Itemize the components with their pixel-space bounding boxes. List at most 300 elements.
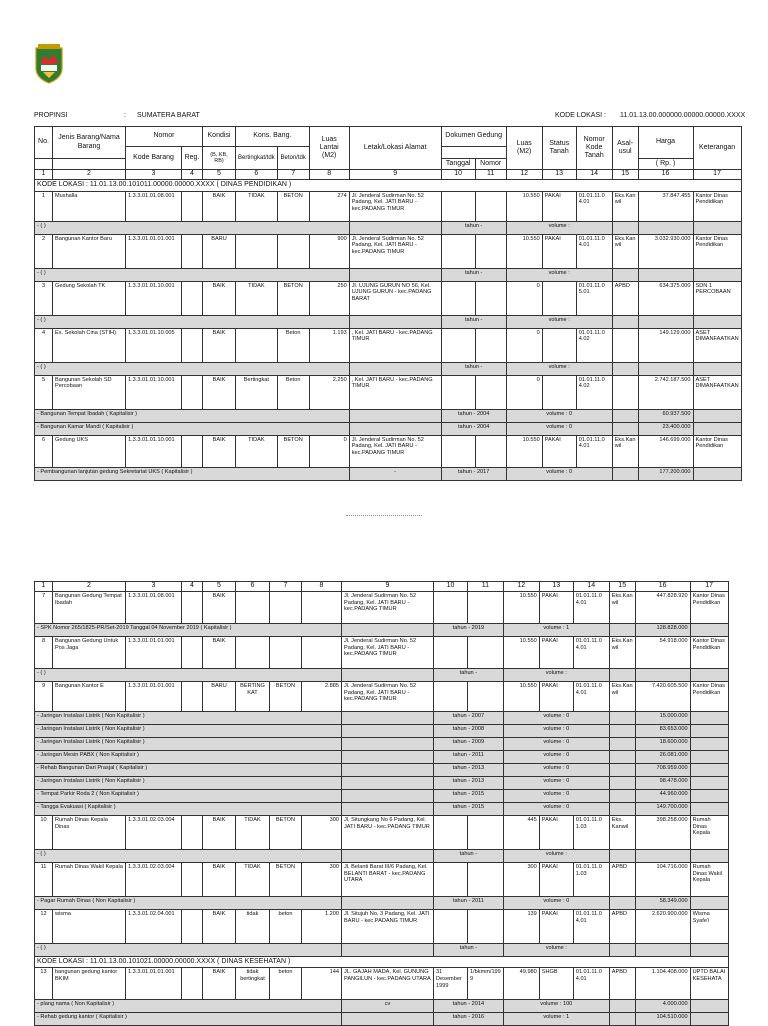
column-number: 16 <box>635 582 690 592</box>
column-number-row <box>35 582 729 592</box>
table-cell: BETON <box>270 682 302 712</box>
sub-row-blank <box>609 751 635 764</box>
sub-row <box>35 751 729 764</box>
table-cell: 01.01.11.0 4.01 <box>576 191 612 221</box>
table-cell: Jl. Jenderal Sudirman No. 52 Padang, Kel. JATI BARU - kec.PADANG TIMUR <box>349 234 441 268</box>
sub-row-tahun: tahun - 2007 <box>434 712 504 725</box>
table-cell: BAIK <box>203 328 236 362</box>
sub-row-mid <box>349 315 441 328</box>
table-cell: 01.01.11.0 4.01 <box>573 968 609 1000</box>
column-number: 4 <box>182 582 203 592</box>
sub-row-tahun: tahun - 2004 <box>441 422 506 435</box>
table-cell <box>475 328 506 362</box>
table-cell: , Kel. JATI BARU - kec.PADANG TIMUR <box>349 375 441 409</box>
table-cell: Ex. Sekolah Cina (STIH) <box>53 328 126 362</box>
table-cell: Jl. Jenderal Sudirman No. 52 Padang, Kel. JATI BARU - kec.PADANG TIMUR <box>342 637 434 669</box>
table-cell: 49.980 <box>503 968 539 1000</box>
sub-row-blank <box>690 751 728 764</box>
column-number: 13 <box>542 170 576 180</box>
sub-row-harga: 177.200.000 <box>638 467 693 480</box>
table-cell: Eks.Kan wil <box>612 234 638 268</box>
col-harga-header: Harga <box>638 127 693 159</box>
col-asal-header: Asal-usul <box>612 127 638 170</box>
sub-row-description: - ( ) <box>35 944 342 957</box>
sub-row-description: - Tempat Parkir Roda 2 ( Non Kapitalisir ) <box>35 790 342 803</box>
table-cell: Jl. Jenderal Sudirman No. 52 Padang, Kel. JATI BARU - kec.PADANG TIMUR <box>342 682 434 712</box>
table-cell: 01.01.11.0 4.01 <box>573 637 609 669</box>
table-cell <box>468 816 504 850</box>
column-number: 17 <box>693 170 741 180</box>
sub-row-description: - ( ) <box>35 850 342 863</box>
sub-row-description: - Bangunan Kamar Mandi ( Kapitalisir ) <box>35 422 350 435</box>
table-cell <box>236 592 270 624</box>
table-cell <box>441 234 475 268</box>
table-cell: 634.375.000 <box>638 281 693 315</box>
table-cell: 01.01.11.0 4.01 <box>573 682 609 712</box>
kode-lokasi-colon: : <box>604 112 606 119</box>
table-cell: APBD <box>609 968 635 1000</box>
table-row <box>35 191 742 221</box>
table-cell <box>182 682 203 712</box>
column-number: 3 <box>126 582 182 592</box>
sub-row-harga <box>638 221 693 234</box>
table-cell: 01.01.11.0 4.01 <box>573 910 609 944</box>
sub-row-description: - Jaringan Instalasi Listrik ( Non Kapitalisir ) <box>35 777 342 790</box>
sub-row-tahun: tahun - <box>441 221 506 234</box>
col-beton-header: Beton/tdk <box>277 147 309 170</box>
column-number: 2 <box>53 170 126 180</box>
table-cell <box>236 328 278 362</box>
col-bertingkat-header: Bertingkat/tdk <box>236 147 278 170</box>
column-number: 6 <box>236 582 270 592</box>
table-cell: 0 <box>506 375 542 409</box>
sub-row <box>35 897 729 910</box>
table-cell: 274 <box>309 191 349 221</box>
sub-row <box>35 944 729 957</box>
table-cell: TIDAK <box>236 435 278 467</box>
sub-row-harga: 26.081.000 <box>635 751 690 764</box>
table-cell <box>182 637 203 669</box>
sub-row <box>35 738 729 751</box>
table-cell: BAIK <box>203 968 236 1000</box>
column-number: 14 <box>573 582 609 592</box>
table-cell: 01.01.11.0 1.03 <box>573 863 609 897</box>
table-cell <box>302 592 342 624</box>
sub-row <box>35 1000 729 1013</box>
table-cell: Kantor Dinas Pendidikan <box>690 682 728 712</box>
table-cell: 2 <box>35 234 53 268</box>
sub-row-description: - Rehab Bangunan Dari Prasjal ( Kapitalisir ) <box>35 764 342 777</box>
sub-row-volume: volume : 0 <box>503 803 609 816</box>
sub-row-blank <box>612 362 638 375</box>
sub-row-harga: 44.960.000 <box>635 790 690 803</box>
table-cell: Eks.Kan wil <box>612 191 638 221</box>
table-cell <box>270 592 302 624</box>
sub-row-tahun: tahun - <box>441 362 506 375</box>
sub-row-blank <box>609 944 635 957</box>
table-cell: 1.193 <box>309 328 349 362</box>
table-cell: Bangunan Kantor Baru <box>53 234 126 268</box>
table-cell <box>475 191 506 221</box>
table-cell: 10.550 <box>503 592 539 624</box>
table-cell: 0 <box>506 328 542 362</box>
table-cell: BETON <box>277 435 309 467</box>
table-cell: 1.3.3.01.02.03.004 <box>126 816 182 850</box>
table-cell <box>468 592 504 624</box>
table-cell: Eks.Kan wil <box>609 592 635 624</box>
sub-row-blank <box>609 1000 635 1013</box>
sub-row-blank <box>690 764 728 777</box>
sub-row <box>35 221 742 234</box>
sub-row-tahun: tahun - <box>434 944 504 957</box>
table-cell <box>475 375 506 409</box>
table-cell: 1.200 <box>302 910 342 944</box>
sub-row-mid: cv <box>342 1000 434 1013</box>
sub-row-mid <box>349 409 441 422</box>
col-letak-header: Letak/Lokasi Alamat <box>349 127 441 170</box>
sub-row-blank <box>612 315 638 328</box>
sub-row-blank <box>693 268 741 281</box>
table-cell: TIDAK <box>236 191 278 221</box>
table-cell: BARU <box>203 682 236 712</box>
table-cell: Jl. UJUNG GURUN NO 56, Kel. UJUNG GURUN - kec.PADANG BARAT <box>349 281 441 315</box>
inventory-table-2 <box>34 581 729 1026</box>
col-kode-barang-header: Kode Barang <box>126 147 182 170</box>
sub-row-harga <box>638 362 693 375</box>
table-cell: 398.258.000 <box>635 816 690 850</box>
table-cell: Rumah Dinas Wakil Kepala <box>53 863 126 897</box>
sub-row-volume: volume : <box>503 669 609 682</box>
col-ket-header: Keterangan <box>693 127 741 170</box>
kode-lokasi-label: KODE LOKASI <box>555 112 603 119</box>
column-number: 5 <box>203 170 236 180</box>
sub-row-volume: volume : <box>506 362 612 375</box>
sub-row-description: - Tangga Evakuasi ( Kapitalisir ) <box>35 803 342 816</box>
sub-row-volume: volume : 0 <box>503 725 609 738</box>
table-cell: Jl. Belanti Barat III/6 Padang, Kel. BELANTI BARAT - kec.PADANG UTARA <box>342 863 434 897</box>
column-number: 12 <box>503 582 539 592</box>
table-cell: 1.3.3.01.02.03.004 <box>126 863 182 897</box>
sub-row-blank <box>690 738 728 751</box>
sub-row-harga: 4.000.000 <box>635 1000 690 1013</box>
table-row <box>35 637 729 669</box>
sub-row-harga: 18.600.000 <box>635 738 690 751</box>
table-cell: Gedung UKS <box>53 435 126 467</box>
sub-row-mid <box>342 764 434 777</box>
table-cell: ASET DIMANFAATKAN <box>693 375 741 409</box>
table-cell: 139 <box>503 910 539 944</box>
table-cell: 1.3.3.01.01.01.001 <box>126 234 182 268</box>
table-cell: tidak bertingkat <box>236 968 270 1000</box>
table-cell <box>182 234 203 268</box>
sub-row-volume: volume : 0 <box>506 422 612 435</box>
column-number: 6 <box>236 170 278 180</box>
table-cell <box>182 863 203 897</box>
sub-row-mid <box>342 850 434 863</box>
sub-row-blank <box>690 624 728 637</box>
sub-row-harga: 149.700.000 <box>635 803 690 816</box>
table-cell <box>236 637 270 669</box>
table-cell: Kantor Dinas Pendidikan <box>693 191 741 221</box>
table-cell: 01.01.11.0 4.01 <box>576 234 612 268</box>
sub-row-mid <box>342 777 434 790</box>
sub-row-harga: 98.478.000 <box>635 777 690 790</box>
table-cell: Bertingkat <box>236 375 278 409</box>
sub-row-blank <box>690 790 728 803</box>
sub-row-mid <box>349 221 441 234</box>
table-cell: TIDAK <box>236 863 270 897</box>
table-cell: 6 <box>35 435 53 467</box>
sub-row-mid <box>342 751 434 764</box>
sub-row-blank <box>612 467 638 480</box>
table-cell: Kantor Dinas Pendidikan <box>693 435 741 467</box>
table-row <box>35 435 742 467</box>
column-number: 12 <box>506 170 542 180</box>
sub-row <box>35 850 729 863</box>
sub-row-volume: volume : <box>506 268 612 281</box>
table-cell: BAIK <box>203 816 236 850</box>
table-cell <box>441 281 475 315</box>
table-cell: Bangunan Gedung Tempat Ibadah <box>53 592 126 624</box>
sub-row-harga: 708.959.000 <box>635 764 690 777</box>
table-cell: Bangunan Gedung Untuk Pos Jaga <box>53 637 126 669</box>
table-row <box>35 682 729 712</box>
sub-row-harga: 128.828.000 <box>635 624 690 637</box>
table-cell: PAKAI <box>539 637 573 669</box>
table-cell: Kantor Dinas Pendidikan <box>690 637 728 669</box>
sub-row <box>35 712 729 725</box>
kode-lokasi-text: KODE LOKASI : 11.01.13.00.101021.00000.00000.XXXX ( DINAS KESEHATAN ) <box>35 957 729 968</box>
col-dokumen-header: Dokumen Gedung <box>441 127 506 147</box>
sub-row-mid <box>342 738 434 751</box>
sub-row-mid <box>342 669 434 682</box>
sub-row-blank <box>612 409 638 422</box>
table-cell <box>542 281 576 315</box>
sub-row-tahun: tahun - 2011 <box>434 897 504 910</box>
table-row <box>35 910 729 944</box>
table-cell <box>277 234 309 268</box>
table-cell: 01.01.11.0 5.01 <box>576 281 612 315</box>
table-cell: TIDAK <box>236 816 270 850</box>
col-kondisi-sub-header: (B, KB, RB) <box>203 147 236 170</box>
table-cell: BETON <box>277 191 309 221</box>
sub-row-volume: volume : 0 <box>503 751 609 764</box>
table-cell: PAKAI <box>539 863 573 897</box>
table-cell: 10.550 <box>506 435 542 467</box>
kode-lokasi-row <box>35 957 729 968</box>
table-cell: bangunan gedung kantor BKIM <box>53 968 126 1000</box>
province-emblem <box>34 42 64 84</box>
table-cell: BAIK <box>203 592 236 624</box>
table-cell <box>236 234 278 268</box>
column-number: 9 <box>342 582 434 592</box>
table-cell: 10.550 <box>503 637 539 669</box>
table-cell: 1.3.3.01.01.01.001 <box>126 682 182 712</box>
sub-row-blank <box>690 712 728 725</box>
table-row <box>35 281 742 315</box>
sub-row-volume: volume : 1 <box>503 1013 609 1026</box>
table-cell: 1.3.3.01.01.08.001 <box>126 191 182 221</box>
table-cell: PAKAI <box>542 191 576 221</box>
table-cell: BAIK <box>203 637 236 669</box>
col-luas-m2-header: Luas (M2) <box>506 127 542 170</box>
sub-row-mid <box>342 712 434 725</box>
table-cell: Jl. Jenderal Sudirman No. 52 Padang, Kel. JATI BARU - kec.PADANG TIMUR <box>349 191 441 221</box>
table-cell <box>475 281 506 315</box>
table-cell <box>182 816 203 850</box>
table-cell: 104.716.000 <box>635 863 690 897</box>
column-number: 10 <box>441 170 475 180</box>
sub-row-volume: volume : 0 <box>503 777 609 790</box>
sub-row-mid <box>342 944 434 957</box>
column-number: 11 <box>468 582 504 592</box>
table-cell: Jl. Situngkang No 6 Padang, Kel. JATI BARU - kec.PADANG TIMUR <box>342 816 434 850</box>
sub-row-description: - ( ) <box>35 268 350 281</box>
table-row <box>35 328 742 362</box>
column-number: 13 <box>539 582 573 592</box>
sub-row <box>35 362 742 375</box>
table-cell: Jl. Jenderal Sudirman No. 52 Padang, Kel. JATI BARU - kec.PADANG TIMUR <box>342 592 434 624</box>
sub-row-blank <box>690 803 728 816</box>
sub-row-description: - Jaringan Instalasi Listrik ( Non Kapitalisir ) <box>35 712 342 725</box>
table-cell <box>270 637 302 669</box>
table-cell: 13 <box>35 968 53 1000</box>
table-cell <box>468 682 504 712</box>
sub-row-volume: volume : 0 <box>503 790 609 803</box>
table-row <box>35 863 729 897</box>
table-cell: 7.420.605.500 <box>635 682 690 712</box>
table-cell: 1.3.3.01.01.01.001 <box>126 637 182 669</box>
sub-row-tahun: tahun - <box>434 669 504 682</box>
sub-row-blank <box>609 790 635 803</box>
column-number: 11 <box>475 170 506 180</box>
sub-row-harga <box>638 315 693 328</box>
sub-row-tahun: tahun - 2019 <box>434 624 504 637</box>
sub-row-description: - ( ) <box>35 362 350 375</box>
col-tanggal-header: Tanggal <box>441 159 475 170</box>
table-cell: 4 <box>35 328 53 362</box>
table-cell: 445 <box>503 816 539 850</box>
sub-row-volume: volume : <box>503 944 609 957</box>
sub-row-tahun: tahun - 2013 <box>434 764 504 777</box>
column-number: 3 <box>126 170 182 180</box>
table-cell: 1.3.3.01.01.10.005 <box>126 328 182 362</box>
table-cell: 0 <box>506 281 542 315</box>
col-no-blank <box>35 159 53 170</box>
sub-row-blank <box>693 315 741 328</box>
inventory-table-1 <box>34 126 742 481</box>
sub-row-harga: 104.510.000 <box>635 1013 690 1026</box>
sub-row-harga <box>635 944 690 957</box>
sub-row <box>35 764 729 777</box>
sub-row <box>35 422 742 435</box>
table-cell: 12 <box>35 910 53 944</box>
table-cell: 1/bkmm/199 9 <box>468 968 504 1000</box>
sub-row-blank <box>609 669 635 682</box>
col-nomor-header: Nomor <box>126 127 203 147</box>
sub-row-tahun: tahun - <box>441 268 506 281</box>
sub-row-description: - Pembangunan lanjutan gedung Sekretariat UKS ( Kapitalisir ) <box>35 467 350 480</box>
provinsi-colon: : <box>124 112 126 119</box>
sub-row-description: - Rehab gedung kantor ( Kapitalisir ) <box>35 1013 342 1026</box>
sub-row-volume: volume : 0 <box>503 764 609 777</box>
sub-row-description: - Jaringan Instalasi Listrik ( Non Kapitalisir ) <box>35 738 342 751</box>
col-luas-lantai-header: Luas Lantai (M2) <box>309 127 349 170</box>
column-number: 16 <box>638 170 693 180</box>
table-cell <box>441 191 475 221</box>
column-number: 7 <box>270 582 302 592</box>
table-cell <box>182 375 203 409</box>
sub-row-description: - Pagar Rumah Dinas ( Non Kapitalisir ) <box>35 897 342 910</box>
table-cell: Kantor Dinas Pendidikan <box>690 592 728 624</box>
table-cell: 10.550 <box>506 234 542 268</box>
table-cell <box>468 863 504 897</box>
sub-row-blank <box>693 467 741 480</box>
table-cell: 54.918.000 <box>635 637 690 669</box>
sub-row-blank <box>609 725 635 738</box>
kode-lokasi-text: KODE LOKASI : 11.01.13.00.101011.00000.00000.XXXX ( DINAS PENDIDIKAN ) <box>35 180 742 191</box>
sub-row <box>35 669 729 682</box>
table-cell: Beton <box>277 328 309 362</box>
table-cell: BETON <box>277 281 309 315</box>
table-cell: Jl. Jenderal Sudirman No. 52 Padang, Kel. JATI BARU - kec.PADANG TIMUR <box>349 435 441 467</box>
col-harga-sub-header: ( Rp. ) <box>638 159 693 170</box>
sub-row-tahun: tahun - 2015 <box>434 803 504 816</box>
table-cell: Rumah Dinas Kepala <box>690 816 728 850</box>
sub-row-blank <box>609 764 635 777</box>
sub-row-description: - SPK Nomor 265/1825-PR/Set-2019 Tanggal 04 November 2019 ( Kapitalisir ) <box>35 624 342 637</box>
table-row <box>35 375 742 409</box>
table-cell: 10.550 <box>503 682 539 712</box>
table-cell: Eks.Kan wil <box>609 682 635 712</box>
table-cell: PAKAI <box>542 234 576 268</box>
table-cell <box>468 910 504 944</box>
column-number: 9 <box>349 170 441 180</box>
table-cell: tidak <box>236 910 270 944</box>
table-cell: 1.3.3.01.01.10.001 <box>126 281 182 315</box>
table-cell: 9 <box>35 682 53 712</box>
sub-row-harga: 83.653.000 <box>635 725 690 738</box>
table-cell: 01.01.11.0 4.02 <box>576 328 612 362</box>
col-nomor-kode-header: Nomor Kode Tanah <box>576 127 612 170</box>
kode-lokasi-row <box>35 180 742 191</box>
table-cell <box>182 435 203 467</box>
sub-row-harga <box>635 850 690 863</box>
table-cell: 2.742.187.500 <box>638 375 693 409</box>
table-row <box>35 592 729 624</box>
col-jenis-header: Jenis Barang/Nama Barang <box>53 127 126 159</box>
table-cell <box>182 910 203 944</box>
table-cell: 37.847.455 <box>638 191 693 221</box>
sub-row-tahun: tahun - 2017 <box>441 467 506 480</box>
sub-row-blank <box>612 422 638 435</box>
table-cell: Kantor Dinas Pendidikan <box>693 234 741 268</box>
table-cell: 900 <box>309 234 349 268</box>
table-cell: 5 <box>35 375 53 409</box>
col-nomor2-header: Nomor <box>475 159 506 170</box>
table-cell: 300 <box>503 863 539 897</box>
table-cell: 10 <box>35 816 53 850</box>
table-cell: 1 <box>35 191 53 221</box>
sub-row-mid: - <box>349 467 441 480</box>
table-cell: Jl. Situjuh No. 3 Padang, Kel. JATI BARU - kec.PADANG TIMUR <box>342 910 434 944</box>
table-cell: 1.3.3.01.01.10.001 <box>126 435 182 467</box>
table-cell: BAIK <box>203 281 236 315</box>
sub-row-mid <box>342 803 434 816</box>
table-cell: Eks. Kanwil <box>609 816 635 850</box>
table-cell: Mushalla <box>53 191 126 221</box>
table-cell: 7 <box>35 592 53 624</box>
